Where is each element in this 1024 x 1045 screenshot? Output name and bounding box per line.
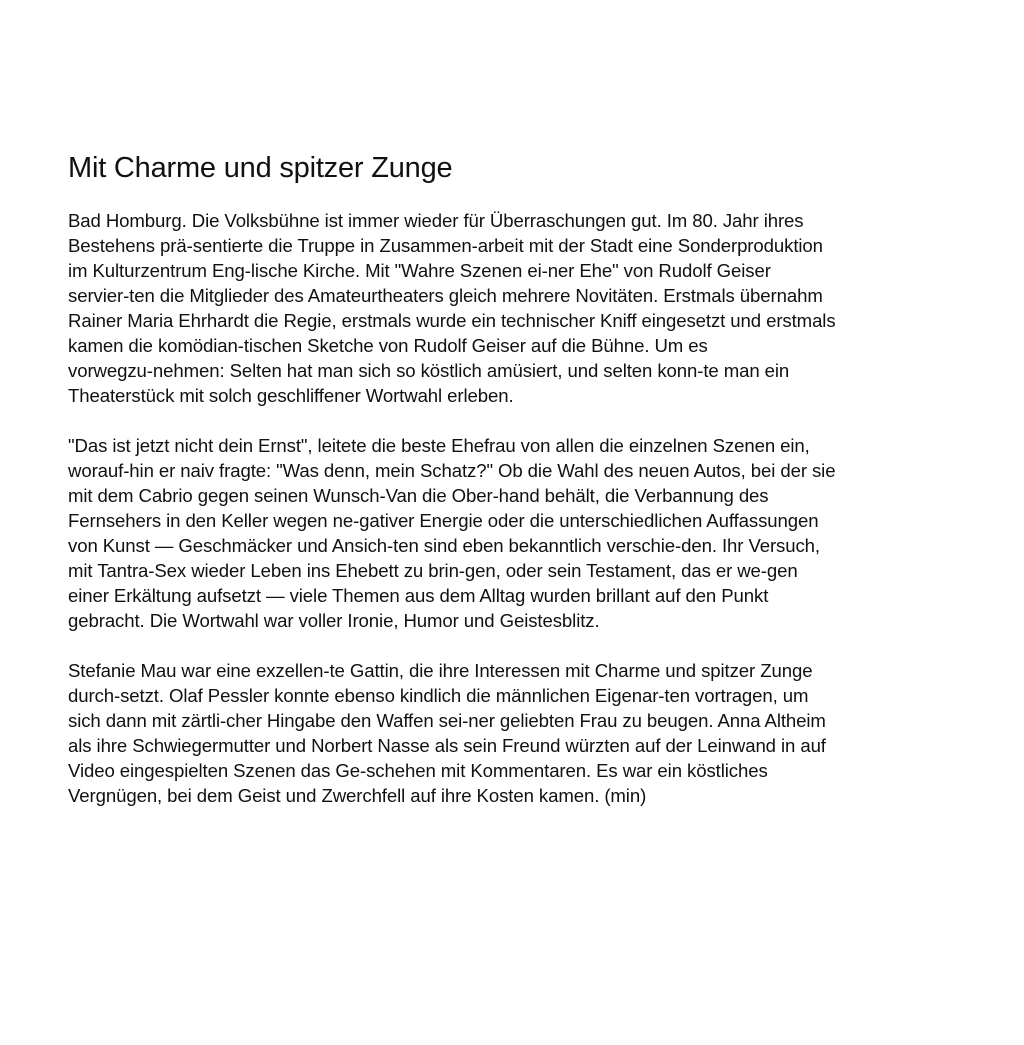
- text-line: worauf-hin er naiv fragte: "Was denn, mein Schatz?" Ob die Wahl des neuen Autos, bei der sie: [68, 460, 836, 481]
- text-line: Bestehens prä-sentierte die Truppe in Zusammen-arbeit mit der Stadt eine Sonderproduktion: [68, 235, 823, 256]
- article-title: Mit Charme und spitzer Zunge: [68, 152, 453, 184]
- text-line: kamen die komödian-tischen Sketche von Rudolf Geiser auf die Bühne. Um es: [68, 335, 708, 356]
- article: [68, 148, 988, 833]
- article-body: [68, 208, 988, 808]
- text-line: Rainer Maria Ehrhardt die Regie, erstmals wurde ein technischer Kniff eingesetzt und erstmals: [68, 310, 836, 331]
- paragraph-1: [68, 208, 988, 408]
- paragraph-2: [68, 433, 988, 633]
- text-line: "Das ist jetzt nicht dein Ernst", leitete die beste Ehefrau von allen die einzelnen Szenen ein,: [68, 435, 810, 456]
- text-line: sich dann mit zärtli-cher Hingabe den Waffen sei-ner geliebten Frau zu beugen. Anna Altheim: [68, 710, 826, 731]
- text-line: als ihre Schwiegermutter und Norbert Nasse als sein Freund würzten auf der Leinwand in auf: [68, 735, 826, 756]
- text-line: durch-setzt. Olaf Pessler konnte ebenso kindlich die männlichen Eigenar-ten vortragen, um: [68, 685, 809, 706]
- text-line: gebracht. Die Wortwahl war voller Ironie, Humor und Geistesblitz.: [68, 610, 600, 631]
- text-line: vorwegzu-nehmen: Selten hat man sich so köstlich amüsiert, und selten konn-te man ein: [68, 360, 790, 381]
- text-line: mit Tantra-Sex wieder Leben ins Ehebett zu brin-gen, oder sein Testament, das er we-gen: [68, 560, 798, 581]
- text-line: servier-ten die Mitglieder des Amateurtheaters gleich mehrere Novitäten. Erstmals übernahm: [68, 285, 823, 306]
- text-line: Video eingespielten Szenen das Ge-schehen mit Kommentaren. Es war ein köstliches: [68, 760, 768, 781]
- text-line: Fernsehers in den Keller wegen ne-gativer Energie oder die unterschiedlichen Auffassungen: [68, 510, 819, 531]
- text-line: mit dem Cabrio gegen seinen Wunsch-Van die Ober-hand behält, die Verbannung des: [68, 485, 769, 506]
- text-line: von Kunst — Geschmäcker und Ansich-ten sind eben bekanntlich verschie-den. Ihr Versuch,: [68, 535, 820, 556]
- text-line: Stefanie Mau war eine exzellen-te Gattin, die ihre Interessen mit Charme und spitzer Zunge: [68, 660, 813, 681]
- text-line: Bad Homburg. Die Volksbühne ist immer wieder für Überraschungen gut. Im 80. Jahr ihres: [68, 210, 804, 231]
- paragraph-3: [68, 658, 988, 808]
- text-line: Theaterstück mit solch geschliffener Wortwahl erleben.: [68, 385, 514, 406]
- text-line: im Kulturzentrum Eng-lische Kirche. Mit "Wahre Szenen ei-ner Ehe" von Rudolf Geiser: [68, 260, 771, 281]
- text-line: einer Erkältung aufsetzt — viele Themen aus dem Alltag wurden brillant auf den Punkt: [68, 585, 769, 606]
- text-line: Vergnügen, bei dem Geist und Zwerchfell auf ihre Kosten kamen. (min): [68, 785, 647, 806]
